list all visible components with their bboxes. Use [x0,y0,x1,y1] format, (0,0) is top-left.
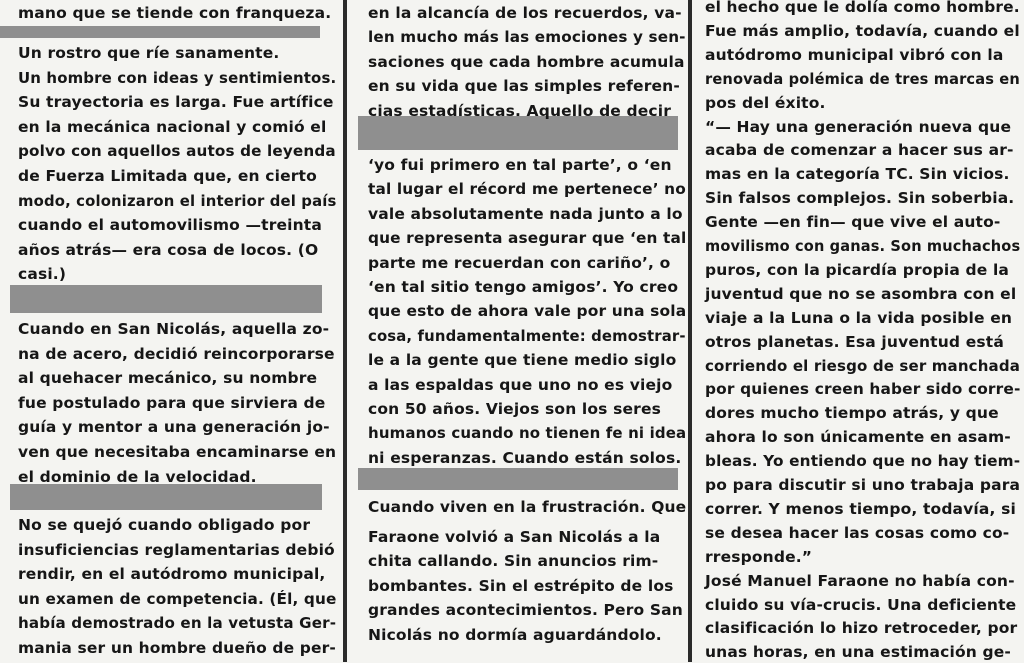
text-line: el hecho que le dolía como hombre. [705,0,1020,16]
text-line: mano que se tiende con franqueza. [18,4,332,22]
text-line: cias estadísticas. Aquello de decir [368,101,672,120]
text-line: rendir, en el autódromo municipal, [18,565,326,584]
text-line: mas en la categoría TC. Sin vicios. [705,165,1010,184]
text-line: movilismo con ganas. Son muchachos [705,237,1021,255]
text-line: unas horas, en una estimación ge- [705,643,1011,662]
text-line: un examen de competencia. (Él, que [18,589,337,608]
text-line: modo, colonizaron el interior del país [18,191,337,210]
text-line: No se quejó cuando obligado por [18,516,311,534]
text-line: Cuando viven en la frustración. Que [368,498,687,516]
text-line: cluido su vía-crucis. Una deficiente [705,595,1017,614]
text-line: polvo con aquellos autos de leyenda [18,142,336,161]
text-line: juventud que no se asombra con el [705,284,1017,303]
text-line: vale absolutamente nada junto a lo [368,204,683,223]
text-line: años atrás— era cosa de locos. (O [18,240,319,259]
text-line: de Fuerza Limitada que, en cierto [18,167,317,185]
text-line: José Manuel Faraone no había con- [705,571,1015,590]
text-line: Nicolás no dormía aguardándolo. [368,625,662,644]
text-line: insuficiencias reglamentarias debió [18,540,335,559]
text-line: Faraone volvió a San Nicolás a la [368,528,661,546]
text-line: Un hombre con ideas y sentimientos. [18,68,337,87]
text-line: renovada polémica de tres marcas en [705,69,1020,88]
text-line: na de acero, decidió reincorporarse [18,344,335,363]
text-line: dores mucho tiempo atrás, y que [705,404,999,423]
text-line: tal lugar el récord me pertenece’ no [368,180,686,199]
text-line: se desea hacer las cosas como co- [705,523,1010,542]
text-line: otros planetas. Esa juventud está [705,332,1004,351]
text-line: clasificación lo hizo retroceder, por [705,619,1018,638]
text-line: había demostrado en la vetusta Ger- [18,614,337,633]
text-line: al quehacer mecánico, su nombre [18,369,318,388]
text-line: acaba de comenzar a hacer sus ar- [705,141,1014,160]
text-line: Cuando en San Nicolás, aquella zo- [18,320,330,338]
text-line: grandes acontecimientos. Pero San [368,601,683,620]
text-line: Sin falsos complejos. Sin soberbia. [705,189,1015,208]
redaction-bar [0,26,320,38]
text-line: el dominio de la velocidad. [18,467,257,486]
text-line: Un rostro que ríe sanamente. [18,44,280,62]
text-line: mania ser un hombre dueño de per- [18,639,336,657]
text-line: ahora lo son únicamente en asam- [705,428,1011,447]
text-line: autódromo municipal vibró con la [705,45,1004,64]
text-line: ‘yo fui primero en tal parte’, o ‘en [368,156,672,174]
text-line: bombantes. Sin el estrépito de los [368,576,674,595]
redaction-bar [358,468,678,490]
text-line: ‘en tal sitio tengo amigos’. Yo creo [368,278,679,296]
text-line: cosa, fundamentalmente: demostrar- [368,326,686,345]
text-line: en su vida que las simples referen- [368,77,680,96]
text-line: rresponde.” [705,547,813,566]
text-line: chita callando. Sin anuncios rim- [368,552,659,571]
text-line: “— Hay una generación nueva que [705,117,1012,136]
text-line: ven que necesitaba encaminarse en [18,443,337,461]
text-column-2 [350,0,690,662]
text-line: con 50 años. Viejos son los seres [368,400,661,418]
text-line: len mucho más las emociones y sen- [368,28,686,47]
text-line: corriendo el riesgo de ser manchada [705,356,1021,375]
text-line: correr. Y menos tiempo, todavía, si [705,499,1016,518]
text-line: pos del éxito. [705,93,826,112]
text-line: por quienes creen haber sido corre- [705,380,1021,399]
redaction-bar [10,285,322,313]
text-line: Su trayectoria es larga. Fue artífice [18,93,334,112]
text-line: le a la gente que tiene medio siglo [368,351,677,370]
text-line: Fue más amplio, todavía, cuando el [705,21,1020,40]
text-line: viaje a la Luna o la vida posible en [705,308,1013,327]
text-line: cuando el automovilismo —treinta [18,216,322,235]
text-line: puros, con la picardía propia de la [705,260,1010,279]
text-line: fue postulado para que sirviera de [18,393,326,412]
text-line: saciones que cada hombre acumula [368,52,685,71]
text-line: casi.) [18,265,67,284]
text-column-1 [0,0,340,662]
column-rule [343,0,347,662]
text-line: humanos cuando no tienen fe ni idea [368,424,687,443]
text-line: ni esperanzas. Cuando están solos. [368,448,682,467]
text-line: bleas. Yo entiendo que no hay tiem- [705,452,1021,471]
text-line: Gente —en fin— que vive el auto- [705,213,1001,232]
text-line: en la alcancía de los recuerdos, va- [368,4,682,22]
text-line: guía y mentor a una generación jo- [18,418,330,437]
text-line: parte me recuerdan con cariño’, o [368,253,671,272]
text-column-3 [695,0,1024,662]
text-line: po para discutir si uno trabaja para [705,476,1021,494]
redaction-bar [10,484,322,510]
text-line: que esto de ahora vale por una sola [368,302,687,321]
text-line: en la mecánica nacional y comió el [18,117,327,136]
text-line: a las espaldas que uno no es viejo [368,375,673,394]
text-line: que representa asegurar que ‘en tal [368,229,687,248]
